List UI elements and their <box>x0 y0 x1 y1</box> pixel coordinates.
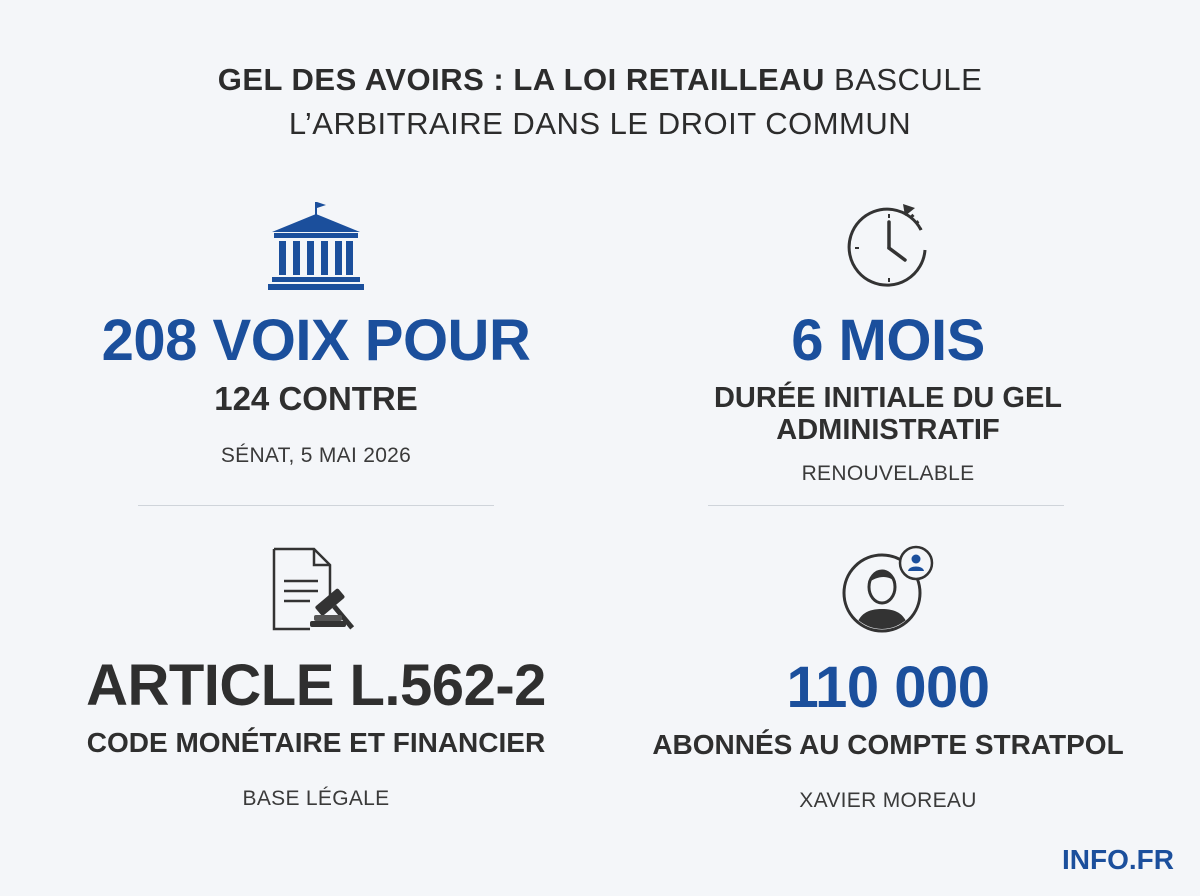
stat-sub-label: CODE MONÉTAIRE ET FINANCIER <box>86 727 546 758</box>
title-light-2: L’ARBITRAIRE DANS LE DROIT COMMUN <box>288 106 912 141</box>
page-title <box>0 58 1200 146</box>
stat-big-value: ARTICLE L.562-2 <box>86 653 546 718</box>
divider-right <box>708 505 1064 506</box>
stat-note: SÉNAT, 5 MAI 2026 <box>220 444 412 467</box>
stat-senate-vote <box>56 200 576 468</box>
stat-big-value: 208 VOIX POUR <box>101 308 531 373</box>
title-strong: GEL DES AVOIRS : LA LOI RETAILLEAU <box>217 62 825 97</box>
stat-sub-label-line2: ADMINISTRATIF <box>776 414 1000 446</box>
stat-note: XAVIER MOREAU <box>799 789 977 812</box>
stat-subscribers <box>628 545 1148 813</box>
divider-left <box>138 505 494 506</box>
stat-legal-article <box>56 545 576 811</box>
stat-big-value: 6 MOIS <box>791 308 985 373</box>
stat-duration <box>628 200 1148 486</box>
stat-sub-label: 124 CONTRE <box>214 380 418 417</box>
stat-sub-label: ABONNÉS AU COMPTE STRATPOL <box>652 729 1124 760</box>
clock-renew-icon <box>843 200 935 292</box>
document-gavel-icon <box>266 545 362 635</box>
stat-note: RENOUVELABLE <box>801 462 975 485</box>
title-light-1: BASCULE <box>834 62 983 97</box>
stat-note: BASE LÉGALE <box>242 787 390 810</box>
parliament-building-icon <box>266 200 366 292</box>
user-profile-icon <box>840 545 936 637</box>
brand-logo: INFO.FR <box>1062 844 1174 875</box>
stat-sub-label-line1: DURÉE INITIALE DU GEL <box>713 382 1062 414</box>
stat-big-value: 110 000 <box>786 655 990 720</box>
